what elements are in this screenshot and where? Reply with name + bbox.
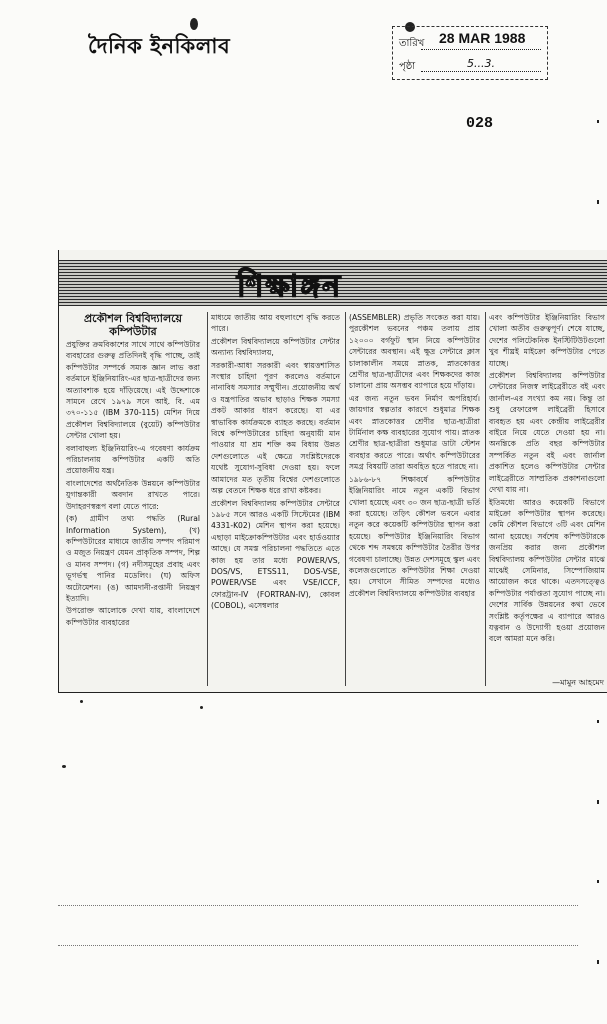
article-column-2	[207, 312, 343, 686]
scan-edge-mark	[597, 200, 599, 204]
article-column-3	[345, 312, 483, 686]
article-byline: —মামুন আহমেদ	[552, 678, 604, 687]
stamp-page-value: 5...3.	[467, 57, 495, 70]
paragraph: ইতিমধ্যে আরও কয়েকটি বিভাগে মাইক্রো কম্পিউটার স্থাপন করেছে। কেমি কৌশল বিভাগে ৩টি এবং মেশিন আনা হয়েছে। সর্বশেষ কম্পিউটারকে জনপ্রিয় করার জন্য প্রকৌশল বিশ্ববিদ্যালয় কম্পিউটার সেন্টার মাঝে মাঝেই সেমিনার, সিম্পোজিয়াম আয়োজন করে থাকে। এতদসত্ত্বেও কম্পিউটার পর্যাপ্ততা সুযোগ পাচ্ছে না। দেশের সার্বিক উন্নয়নের কথা ভেবে সংশ্লিষ্ট কর্তৃপক্ষের এ ব্যাপারে আরও যত্নবান ও উদ্যোগী হওয়া প্রয়োজন বলে আমরা মনে করি।	[489, 497, 605, 644]
scan-edge-mark	[597, 120, 599, 123]
paragraph: উপরোক্ত আলোকে দেখা যায়, বাংলাদেশে কম্পিউটার ব্যবহারের	[66, 606, 200, 627]
scan-speck	[200, 706, 203, 709]
stamp-page-line	[421, 71, 541, 72]
paragraph: প্রকৌশল বিশ্ববিদ্যালয় কম্পিউটার সেন্টারের নিজস্ব লাইব্রেরীতে বই এবং জার্নাল-এর সংখ্যা কম নয়। কিন্তু তা শুধু রেফারেন্স লাইব্রেরী হিসাবে ব্যবহৃত হয় এবং কেন্দ্রীয় লাইব্রেরীর বাইরে নিয়ে যেতে দেওয়া হয় না। অনন্তিকে প্রতি বছর কম্পিউটার সম্পর্কিত নতুন বই এবং জার্নাল প্রকাশিত হলেও কম্পিউটার সেন্টার লাইব্রেরীতে সাম্প্রতিক প্রকাশনাগুলো দেখা যায় না।	[489, 371, 605, 495]
stamp-date-label: তারিখ	[399, 38, 425, 49]
paragraph: বলাবাহুল্য ইঞ্জিনিয়ারিং-এ গবেষণা কার্যক্রম পরিচালনায় কম্পিউটার একটি অতি প্রয়োজনীয় যন্ত্র।	[66, 443, 200, 476]
article-headline: প্রকৌশল বিশ্ববিদ্যালয়ে কম্পিউটার	[83, 312, 183, 338]
article-column-1	[63, 312, 203, 686]
paragraph: এবং কম্পিউটার ইঞ্জিনিয়ারিং বিভাগ খোলা অতীব গুরুত্বপূর্ণ। শেষে যাচ্ছে, দেশের পলিটেকনিক ইনস্টিটিউটগুলো খুব শীঘ্রই মাইক্রো কম্পিউটার পেতে যাচ্ছে।	[489, 313, 605, 368]
paragraph: (ASSEMBLER) প্রভৃতি সংকেত করা যায়। পুরকৌশল ভবনের পঞ্চম তলায় প্রায় ১২০০০ বর্গফুট স্থান নিয়ে কম্পিউটার সেন্টারের অবস্থান। এই ক্ষুদ্র সেন্টারে ক্লাস চালাকালীন সময়ে স্নাতক, স্নাতকোত্তর শ্রেণীর ছাত্র-ছাত্রীদের এবং শিক্ষকদের কাজ চালানো প্রায় অসম্ভব ব্যাপারে হয়ে দাঁড়ায়।	[349, 313, 480, 391]
stamp-date: 28 MAR 1988	[439, 30, 526, 46]
date-stamp	[392, 26, 548, 80]
paragraph: এর জন্য নতুন ভবন নির্মাণ অপরিহার্য। জায়গার স্বল্পতার কারণে শুধুমাত্র শিক্ষক এবং স্নাতকোত্তর শ্রেণীর ছাত্র-ছাত্রীরা টার্মিনাল কক্ষ ব্যবহারের সুযোগ পায়। স্নাতক শ্রেণীর ছাত্র-ছাত্রীরা শুধুমাত্র ডাটা স্টেশন ব্যবহার করতে পারে। অর্থাৎ কম্পিউটারের সমগ্র বিষয়টি তারা অবহিত হতে পারছে না।	[349, 393, 480, 472]
scan-fold-line	[58, 905, 578, 906]
reference-number: 028	[466, 115, 494, 132]
paragraph: প্রকৌশল বিশ্ববিদ্যালয় কম্পিউটার সেন্টারে ১৯৮৫ সনে আরও একটি সিস্টেমের (IBM 4331-K02) মেশিন স্থাপন করা হয়েছে। এছাড়া মাইক্রোকম্পিউটার এবং হার্ডওয়্যার আছে। যে সমস্ত পরিচালনা পদ্ধতিতে এতে কাজ হয় তার মধ্যে POWER/VS, DOS/VS, ETSS11, DOS-VSE, POWER/VSE এবং VSE/ICCF, ফোরট্রান-IV (FORTRAN-IV), কোবল (COBOL), এসেম্বলার	[211, 498, 340, 611]
stamp-page-label: পৃষ্ঠা	[399, 61, 416, 72]
section-title: শিক্ষাঙ্গন	[237, 269, 343, 304]
scan-speck	[62, 765, 66, 768]
scan-speck	[190, 18, 198, 30]
scan-edge-mark	[597, 960, 599, 964]
paragraph: ১৯৮৬-৮৭ শিক্ষাবর্ষে কম্পিউটার ইঞ্জিনিয়ারিং নামে নতুন একটি বিভাগ খোলা হয়েছে এবং ৩০ জন ছাত্র-ছাত্রী ভর্তি করা হয়েছে। তড়িৎ কৌশল ভবনে এবার নতুন করে কয়েকটি কম্পিউটার স্থাপন করা হয়েছে। কম্পিউটার ইঞ্জিনিয়ারিং বিভাগ থেকে শব্দ সমন্বয়ে কম্পিউটার তৈরীর উপর গবেষণা চালাচ্ছে। উন্নত দেশসমূহে স্কুল এবং কলেজগুলোতে কম্পিউটার শিক্ষা দেওয়া হয়। সেখানে সীমিত সম্পদের মধ্যেও প্রকৌশল বিশ্ববিদ্যালয়ে কম্পিউটার ব্যবহার	[349, 474, 480, 598]
newspaper-clipping	[58, 250, 607, 693]
scan-edge-mark	[597, 800, 599, 804]
paragraph: প্রযুক্তির ক্রমবিকাশের সাথে সাথে কম্পিউটার ব্যবহারের গুরুত্ব প্রতিদিনই বৃদ্ধি পাচ্ছে, তাই কম্পিউটার সম্পর্কে সম্যক জ্ঞান লাভ করা বর্তমানে ইঞ্জিনিয়ারিং-এর ছাত্র-ছাত্রীদের জন্য অত্যাবশ্যক হয়ে দাঁড়িয়েছে। এই উদ্দেশ্যকে সামনে রেখে ১৯৭৯ সনে আই. বি. এম ৩৭০-১১৫ (IBM 370-115) মেশিন দিয়ে প্রকৌশল বিশ্ববিদ্যালয়ে (বুয়েট) কম্পিউটার সেন্টার খোলা হয়।	[66, 340, 200, 441]
scan-speck	[80, 700, 83, 703]
stamp-date-line	[421, 49, 541, 50]
newspaper-masthead: দৈনিক ইনকিলাব	[88, 33, 231, 58]
section-banner	[59, 260, 607, 306]
paragraph: বাংলাদেশের অর্থনৈতিক উন্নয়নে কম্পিউটার যুগান্তকারী অবদান রাখতে পারে। উদাহরণস্বরূপ বলা যেতে পারে:	[66, 478, 200, 511]
scan-edge-mark	[597, 880, 599, 883]
scan-edge-mark	[597, 720, 599, 723]
paragraph: প্রকৌশল বিশ্ববিদ্যালয়ে কম্পিউটার সেন্টার অন্যান্য বিশ্ববিদ্যালয়,	[211, 336, 340, 358]
paragraph: (ক) গ্রামীণ তথ্য পদ্ধতি (Rural Information System), (খ) কম্পিউটারের মাধ্যমে জাতীয় সম্পদ পরিমাপ ও মজুত নিয়ন্ত্রণ যেমন প্রাকৃতিক সম্পদ, শিল্প ও মানব সম্পদ। (গ) নদীসমূহের প্রবাহ এবং ভূগর্ভস্থ পানির মডেলিং। (ঘ) অফিস অটোমেশন। (ঙ) আমদানী-রপ্তানী নিয়ন্ত্রণ ইত্যাদি।	[66, 514, 200, 603]
article-column-4	[485, 312, 607, 686]
paragraph: সরকারী-আধা সরকারী এবং স্বায়ত্তশাসিত সংস্থার চাহিদা পূরণ করলেও বর্তমানে নানাবিধ সমস্যার সম্মুখীন। প্রয়োজনীয় অর্থ ও যন্ত্রপাতির অভাব ছাড়াও শিক্ষক সমস্যা প্রকট আকার ধারণ করেছে। যা এর স্বাভাবিক কার্যক্রমকে ব্যাহত করছে। বর্তমান বিশ্বে কম্পিউটারের চাহিদা অনুযায়ী মান পাওয়ার যা শ্রম শক্তি কম বিধায় উন্নত দেশগুলোতে এই ক্ষেত্রে সংশ্লিষ্টদেরকে যথেষ্ট সুযোগ-সুবিধা দেওয়া হয়। ফলে আমাদের মত তৃতীয় বিশ্বের দেশগুলোতে অল্প বেতনে শিক্ষক ধরে রাখা কষ্টকর।	[211, 360, 340, 496]
scan-fold-line	[58, 945, 578, 946]
paragraph: মাধ্যমে জাতীয় আয় বহুলাংশে বৃদ্ধি করতে পারে।	[211, 313, 340, 334]
